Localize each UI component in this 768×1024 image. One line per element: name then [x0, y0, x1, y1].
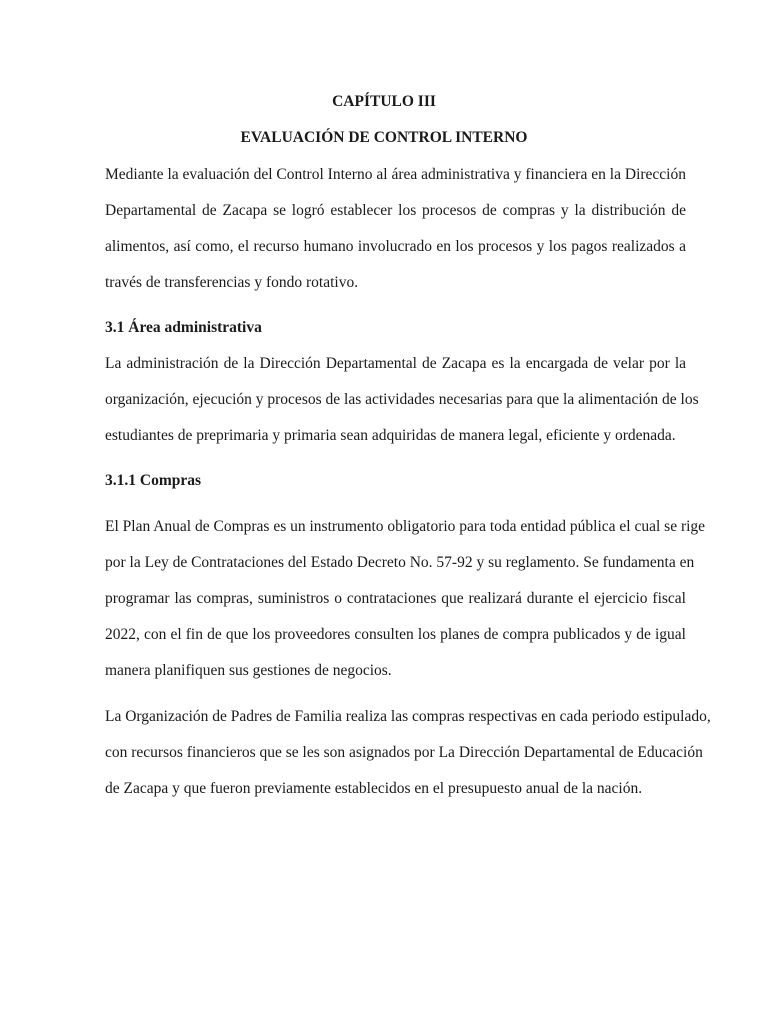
- section-heading-3-1: 3.1 Área administrativa: [105, 319, 262, 336]
- section-heading-3-1-1: 3.1.1 Compras: [105, 472, 202, 489]
- text-line: de Zacapa y que fueron previamente establecidos en el presupuesto anual de la nación.: [105, 780, 643, 797]
- text-line: El Plan Anual de Compras es un instrumento obligatorio para toda entidad pública el cual se rige: [105, 518, 706, 535]
- text-line: con recursos financieros que se les son asignados por La Dirección Departamental de Educación: [105, 744, 703, 761]
- text-line: La Organización de Padres de Familia realiza las compras respectivas en cada periodo estipulado,: [105, 708, 711, 725]
- text-line: organización, ejecución y procesos de las actividades necesarias para que la alimentación de los: [105, 391, 699, 408]
- chapter-title: EVALUACIÓN DE CONTROL INTERNO: [240, 129, 528, 146]
- text-line: estudiantes de preprimaria y primaria sean adquiridas de manera legal, eficiente y ordenada.: [105, 427, 676, 444]
- text-line: Mediante la evaluación del Control Interno al área administrativa y financiera en la Dirección: [105, 166, 686, 183]
- text-line: por la Ley de Contrataciones del Estado Decreto No. 57-92 y su reglamento. Se fundamenta en: [105, 554, 695, 571]
- text-line: través de transferencias y fondo rotativo.: [105, 274, 359, 291]
- text-line: 2022, con el fin de que los proveedores consulten los planes de compra publicados y de igual: [105, 626, 686, 643]
- chapter-number: CAPÍTULO III: [332, 93, 436, 110]
- text-line: alimentos, así como, el recurso humano involucrado en los procesos y los pagos realizados a: [105, 238, 686, 255]
- text-line: Departamental de Zacapa se logró establecer los procesos de compras y la distribución de: [105, 202, 686, 219]
- text-line: manera planifiquen sus gestiones de negocios.: [105, 662, 392, 679]
- text-line: La administración de la Dirección Departamental de Zacapa es la encargada de velar por la: [105, 355, 686, 372]
- text-line: programar las compras, suministros o contrataciones que realizará durante el ejercicio fiscal: [105, 590, 686, 607]
